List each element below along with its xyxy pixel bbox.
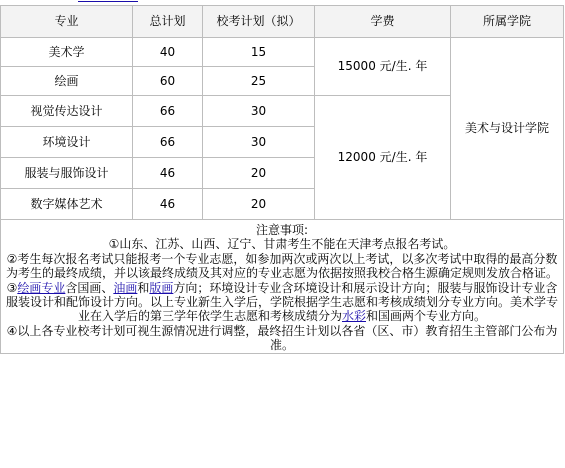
- note-3: [5, 281, 559, 324]
- major-cell: 环境设计: [1, 127, 133, 158]
- link-printmaking[interactable]: 版画: [149, 280, 174, 295]
- exam-cell: 20: [203, 158, 315, 189]
- major-cell: 数字媒体艺术: [1, 189, 133, 220]
- note-4: ④以上各专业校考计划可视生源情况进行调整，最终招生计划以各省（区、市）教育招生主管部门公布为准。: [6, 323, 558, 353]
- header-total-plan: 总计划: [133, 6, 203, 38]
- note-3-text: 和国画两个专业方向。: [366, 309, 487, 324]
- exam-cell: 30: [203, 127, 315, 158]
- table-header-row: [1, 6, 564, 38]
- college-cell: 美术与设计学院: [451, 38, 564, 220]
- exam-cell: 25: [203, 67, 315, 96]
- major-cell: 绘画: [1, 67, 133, 96]
- notes-title: 注意事项:: [255, 223, 309, 237]
- header-major: 专业: [1, 6, 133, 38]
- link-painting-major[interactable]: 绘画专业: [17, 280, 66, 295]
- total-cell: 40: [133, 38, 203, 67]
- header-tuition: 学费: [315, 6, 451, 38]
- header-college: 所属学院: [451, 6, 564, 38]
- note-1: ①山东、江苏、山西、辽宁、甘肃考生不能在天津考点报名考试。: [108, 237, 456, 252]
- link-watercolor[interactable]: 水彩: [341, 309, 366, 324]
- tuition-cell-1: 15000 元/生. 年: [315, 38, 451, 96]
- total-cell: 60: [133, 67, 203, 96]
- note-3-text: ③: [6, 280, 18, 295]
- note-3-text: 和: [137, 280, 150, 295]
- top-link-fragment[interactable]: [78, 0, 138, 2]
- link-oil-painting[interactable]: 油画: [113, 280, 138, 295]
- total-cell: 46: [133, 189, 203, 220]
- notes-row: [1, 220, 564, 354]
- exam-cell: 30: [203, 96, 315, 127]
- table-row: [1, 38, 564, 67]
- tuition-cell-2: 12000 元/生. 年: [315, 96, 451, 220]
- exam-cell: 20: [203, 189, 315, 220]
- total-cell: 66: [133, 127, 203, 158]
- total-cell: 66: [133, 96, 203, 127]
- admission-plan-table: [0, 5, 564, 354]
- total-cell: 46: [133, 158, 203, 189]
- major-cell: 服装与服饰设计: [1, 158, 133, 189]
- note-3-text: 方向；环境设计专业含环境设计和展示设计方向；服装与服饰设计专业含服装设计和配饰设计方向。以上专业新生入学后，学院根据学生志愿和考核成绩划分专业方向。美术学专业在入学后的第三学年依学生志愿和考核成绩分为: [5, 280, 558, 324]
- note-2: ②考生每次报名考试只能报考一个专业志愿，如参加两次或两次以上考试，以多次考试中取得的最高分数为考生的最终成绩，并以该最终成绩及其对应的专业志愿为依据按照我校合格生源确定规则发放合格证。: [5, 251, 558, 281]
- major-cell: 视觉传达设计: [1, 96, 133, 127]
- note-3-text: 含国画、: [65, 280, 114, 295]
- exam-cell: 15: [203, 38, 315, 67]
- header-exam-plan: 校考计划（拟）: [203, 6, 315, 38]
- major-cell: 美术学: [1, 38, 133, 67]
- notes-cell: [1, 220, 564, 354]
